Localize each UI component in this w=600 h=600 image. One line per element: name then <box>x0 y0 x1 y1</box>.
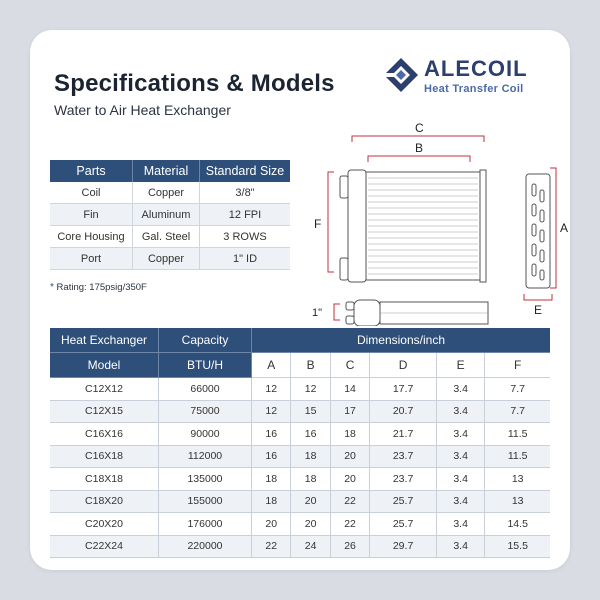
header-a: A <box>252 353 291 378</box>
cell-f: 11.5 <box>485 445 550 468</box>
cell-b: 20 <box>291 513 330 536</box>
cell-c: 26 <box>330 535 369 558</box>
page-title: Specifications & Models <box>54 70 335 97</box>
table-row <box>50 423 550 446</box>
cell-d: 17.7 <box>370 378 437 401</box>
cell-model: C18X20 <box>50 490 159 513</box>
parts-header-parts: Parts <box>50 160 133 182</box>
cell-a: 22 <box>252 535 291 558</box>
cell-model: C16X18 <box>50 445 159 468</box>
cell-b: 24 <box>291 535 330 558</box>
header-model: Model <box>50 353 159 378</box>
cell-d: 25.7 <box>370 513 437 536</box>
parts-row <box>50 204 290 226</box>
label-b: B <box>415 141 424 155</box>
cell-c: 18 <box>330 423 369 446</box>
label-a: A <box>560 221 568 235</box>
cell-f: 13 <box>485 490 550 513</box>
cell-c: 22 <box>330 490 369 513</box>
parts-cell: Coil <box>50 182 133 204</box>
model-table <box>50 328 550 558</box>
table-row <box>50 490 550 513</box>
header-btu: BTU/H <box>159 353 252 378</box>
cell-f: 7.7 <box>485 378 550 401</box>
parts-cell: 3/8" <box>200 182 291 204</box>
parts-cell: Copper <box>133 248 200 270</box>
header-e: E <box>436 353 485 378</box>
header-b: B <box>291 353 330 378</box>
cell-c: 20 <box>330 445 369 468</box>
label-f: F <box>314 217 322 231</box>
header-c: C <box>330 353 369 378</box>
parts-cell: Aluminum <box>133 204 200 226</box>
cell-btu: 90000 <box>159 423 252 446</box>
parts-cell: 3 ROWS <box>200 226 291 248</box>
parts-cell: Core Housing <box>50 226 133 248</box>
cell-btu: 220000 <box>159 535 252 558</box>
cell-f: 11.5 <box>485 423 550 446</box>
rating-star: * <box>50 282 54 293</box>
cell-model: C12X15 <box>50 400 159 423</box>
cell-btu: 75000 <box>159 400 252 423</box>
parts-row <box>50 226 290 248</box>
label-port: 1" <box>312 307 323 319</box>
table-row <box>50 513 550 536</box>
cell-b: 18 <box>291 468 330 491</box>
header-d: D <box>370 353 437 378</box>
cell-c: 14 <box>330 378 369 401</box>
cell-btu: 155000 <box>159 490 252 513</box>
model-header-row <box>50 328 550 353</box>
cell-e: 3.4 <box>436 423 485 446</box>
cell-c: 17 <box>330 400 369 423</box>
cell-btu: 135000 <box>159 468 252 491</box>
parts-row <box>50 182 290 204</box>
header-dimensions: Dimensions/inch <box>252 328 551 353</box>
rating-text: Rating: 175psig/350F <box>56 282 147 293</box>
header-capacity: Capacity <box>159 328 252 353</box>
cell-btu: 112000 <box>159 445 252 468</box>
table-row <box>50 535 550 558</box>
cell-btu: 66000 <box>159 378 252 401</box>
parts-row <box>50 248 290 270</box>
coil-diagram <box>288 106 568 326</box>
label-e: E <box>534 303 543 317</box>
coil-side-view <box>526 174 550 288</box>
cell-b: 20 <box>291 490 330 513</box>
cell-e: 3.4 <box>436 513 485 536</box>
cell-a: 20 <box>252 513 291 536</box>
spec-card <box>30 30 570 570</box>
cell-a: 12 <box>252 400 291 423</box>
cell-e: 3.4 <box>436 490 485 513</box>
cell-model: C18X18 <box>50 468 159 491</box>
logo-wordmark: ALECOIL <box>424 56 528 81</box>
table-row <box>50 468 550 491</box>
label-c: C <box>415 121 424 135</box>
cell-c: 20 <box>330 468 369 491</box>
parts-table <box>50 160 290 270</box>
cell-d: 20.7 <box>370 400 437 423</box>
parts-header-size: Standard Size <box>200 160 291 182</box>
cell-d: 29.7 <box>370 535 437 558</box>
cell-c: 22 <box>330 513 369 536</box>
cell-e: 3.4 <box>436 400 485 423</box>
cell-d: 21.7 <box>370 423 437 446</box>
model-subheader-row <box>50 353 550 378</box>
cell-btu: 176000 <box>159 513 252 536</box>
cell-b: 16 <box>291 423 330 446</box>
parts-cell: 1" ID <box>200 248 291 270</box>
cell-e: 3.4 <box>436 445 485 468</box>
logo-tagline: Heat Transfer Coil <box>424 83 524 95</box>
parts-header-material: Material <box>133 160 200 182</box>
cell-a: 12 <box>252 378 291 401</box>
coil-top-view <box>346 300 488 326</box>
cell-b: 18 <box>291 445 330 468</box>
cell-model: C12X12 <box>50 378 159 401</box>
cell-a: 18 <box>252 468 291 491</box>
cell-a: 16 <box>252 423 291 446</box>
parts-cell: Copper <box>133 182 200 204</box>
cell-f: 15.5 <box>485 535 550 558</box>
cell-d: 23.7 <box>370 445 437 468</box>
parts-cell: Fin <box>50 204 133 226</box>
cell-e: 3.4 <box>436 468 485 491</box>
table-row <box>50 400 550 423</box>
alecoil-logo-icon <box>382 56 420 94</box>
page-subtitle: Water to Air Heat Exchanger <box>54 102 231 118</box>
brand-logo <box>382 54 554 102</box>
table-row <box>50 378 550 401</box>
cell-d: 23.7 <box>370 468 437 491</box>
header-f: F <box>485 353 550 378</box>
cell-e: 3.4 <box>436 378 485 401</box>
parts-header-row <box>50 160 290 182</box>
rating-note <box>50 282 147 293</box>
cell-b: 15 <box>291 400 330 423</box>
parts-cell: 12 FPI <box>200 204 291 226</box>
cell-f: 14.5 <box>485 513 550 536</box>
cell-f: 13 <box>485 468 550 491</box>
header-heat-exchanger: Heat Exchanger <box>50 328 159 353</box>
cell-model: C22X24 <box>50 535 159 558</box>
cell-f: 7.7 <box>485 400 550 423</box>
parts-cell: Gal. Steel <box>133 226 200 248</box>
cell-model: C16X16 <box>50 423 159 446</box>
table-row <box>50 445 550 468</box>
cell-e: 3.4 <box>436 535 485 558</box>
cell-model: C20X20 <box>50 513 159 536</box>
cell-a: 16 <box>252 445 291 468</box>
parts-cell: Port <box>50 248 133 270</box>
cell-d: 25.7 <box>370 490 437 513</box>
cell-a: 18 <box>252 490 291 513</box>
cell-b: 12 <box>291 378 330 401</box>
